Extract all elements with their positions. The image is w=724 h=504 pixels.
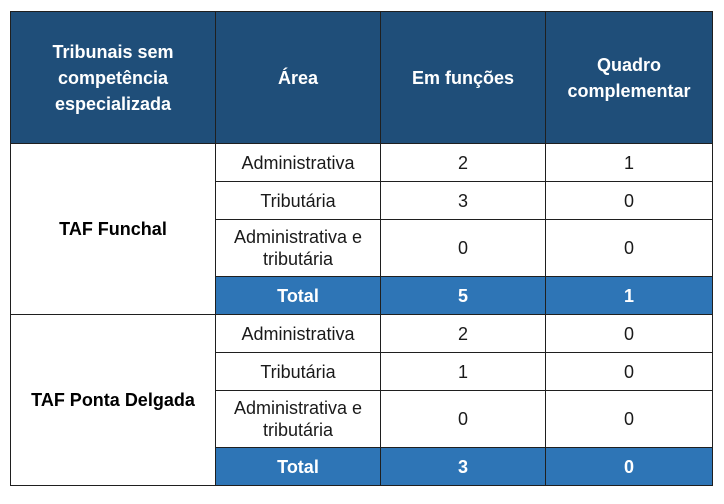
complementary-cell: 0 bbox=[546, 220, 713, 277]
total-label: Total bbox=[216, 277, 381, 315]
complementary-cell: 0 bbox=[546, 391, 713, 448]
court-name: TAF Ponta Delgada bbox=[11, 315, 216, 486]
total-complementary: 1 bbox=[546, 277, 713, 315]
area-cell: Administrativa bbox=[216, 144, 381, 182]
table-row bbox=[11, 315, 713, 353]
complementary-cell: 0 bbox=[546, 353, 713, 391]
in-functions-cell: 3 bbox=[381, 182, 546, 220]
total-complementary: 0 bbox=[546, 448, 713, 486]
complementary-cell: 1 bbox=[546, 144, 713, 182]
header-in-functions: Em funções bbox=[381, 12, 546, 144]
table-row bbox=[11, 144, 713, 182]
area-cell: Administrativa bbox=[216, 315, 381, 353]
complementary-cell: 0 bbox=[546, 315, 713, 353]
header-court: Tribunais sem competência especializada bbox=[11, 12, 216, 144]
total-label: Total bbox=[216, 448, 381, 486]
header-row bbox=[11, 12, 713, 144]
header-complementary: Quadro complementar bbox=[546, 12, 713, 144]
header-area: Área bbox=[216, 12, 381, 144]
in-functions-cell: 0 bbox=[381, 220, 546, 277]
in-functions-cell: 1 bbox=[381, 353, 546, 391]
area-cell: Tributária bbox=[216, 182, 381, 220]
in-functions-cell: 2 bbox=[381, 315, 546, 353]
in-functions-cell: 2 bbox=[381, 144, 546, 182]
in-functions-cell: 0 bbox=[381, 391, 546, 448]
total-in-functions: 3 bbox=[381, 448, 546, 486]
area-cell: Tributária bbox=[216, 353, 381, 391]
staff-table bbox=[10, 11, 713, 486]
court-name: TAF Funchal bbox=[11, 144, 216, 315]
total-in-functions: 5 bbox=[381, 277, 546, 315]
complementary-cell: 0 bbox=[546, 182, 713, 220]
area-cell: Administrativa e tributária bbox=[216, 220, 381, 277]
area-cell: Administrativa e tributária bbox=[216, 391, 381, 448]
